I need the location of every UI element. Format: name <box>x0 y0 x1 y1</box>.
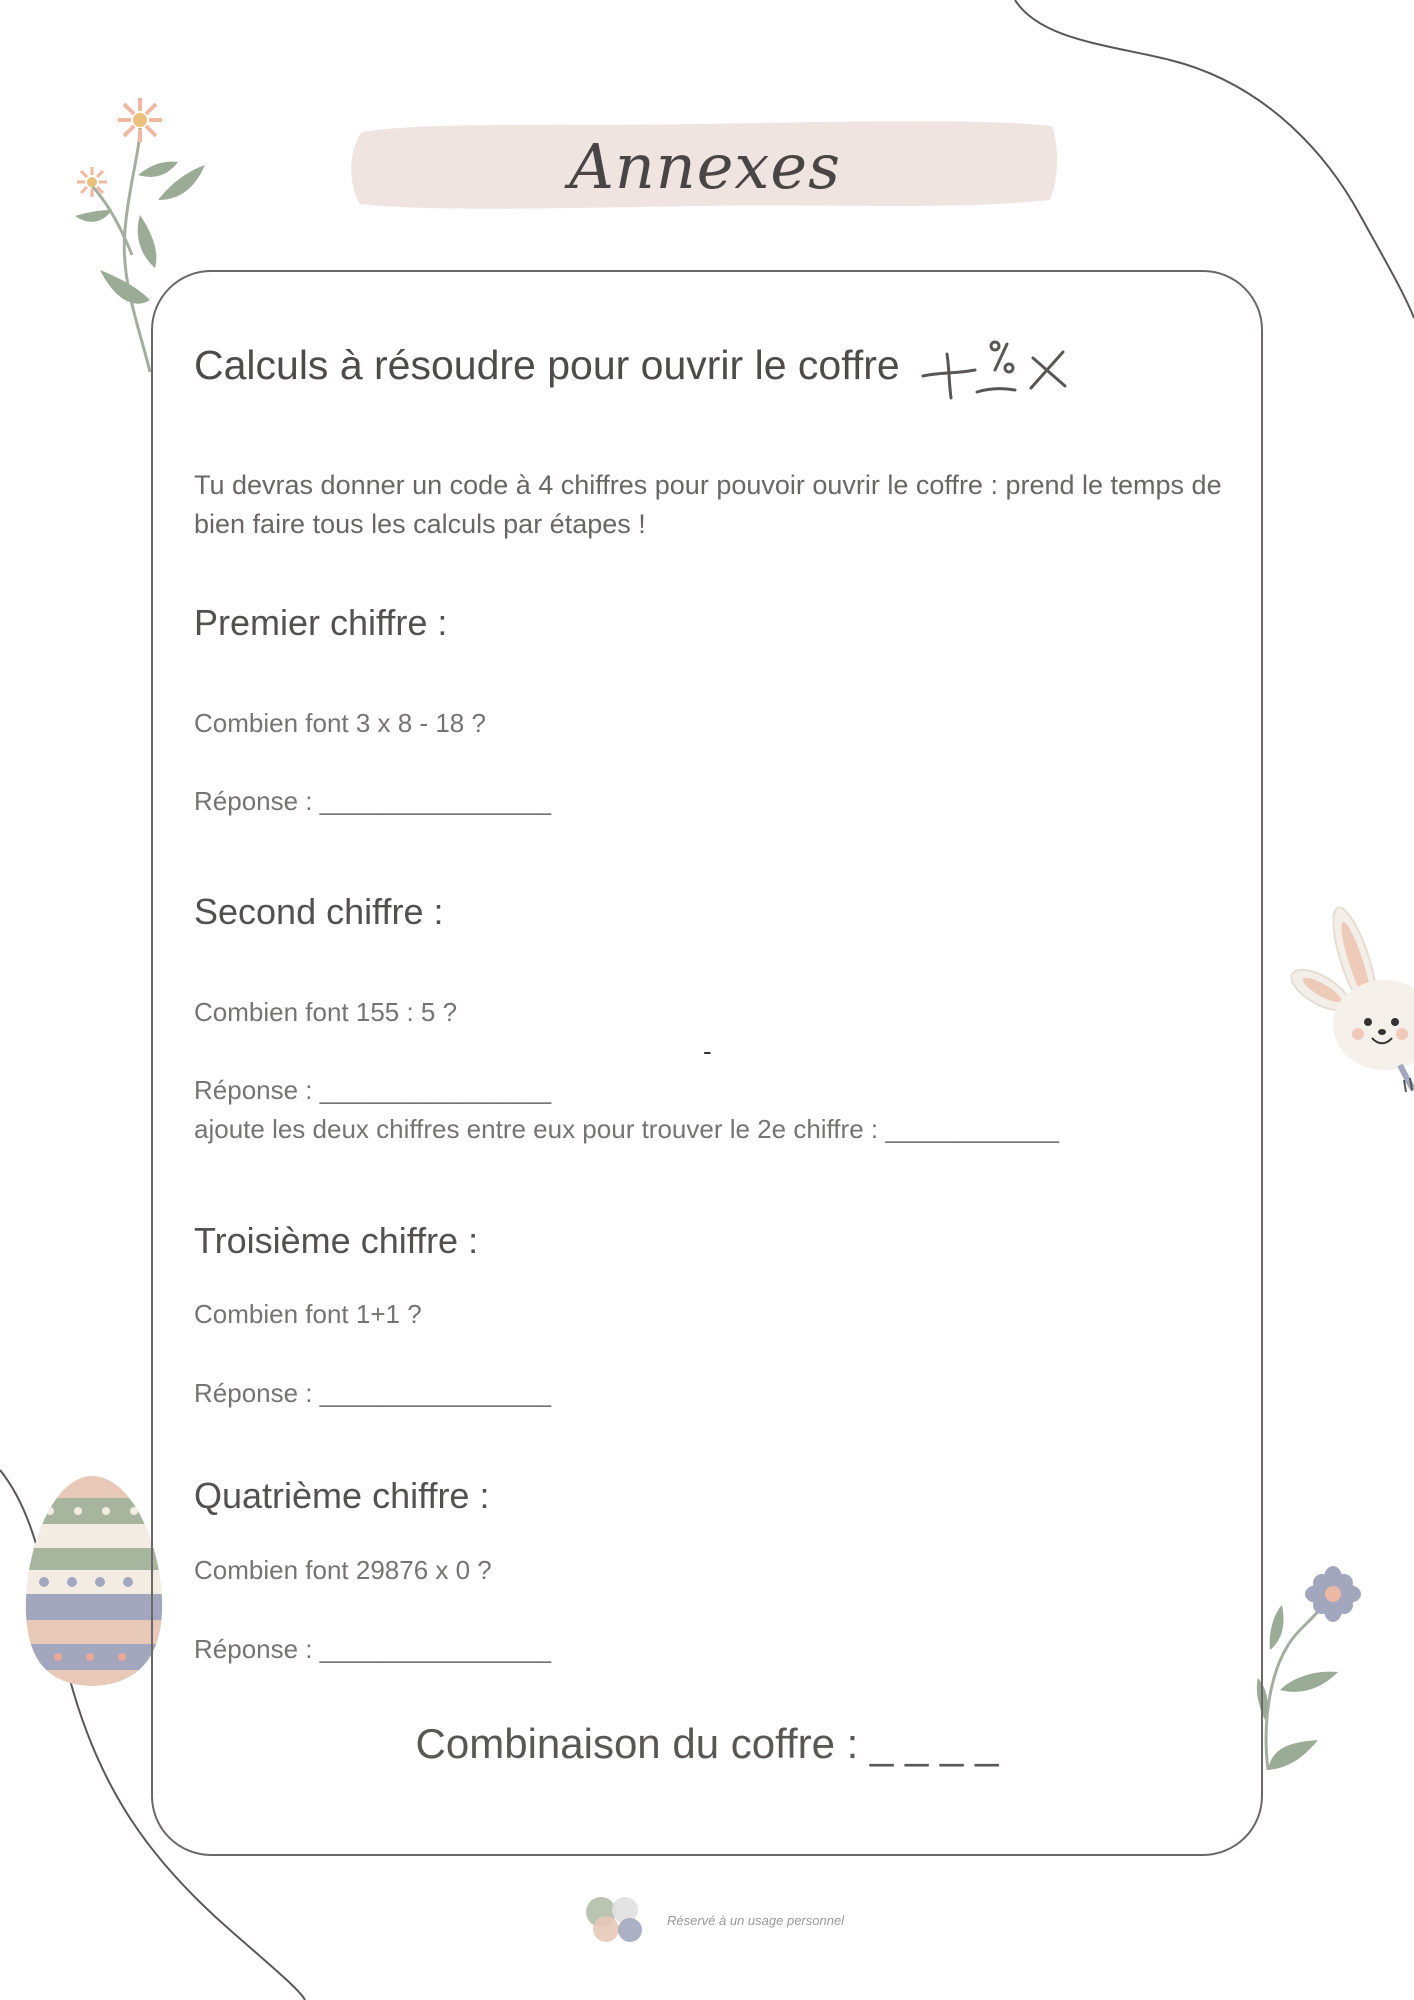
section-title-premier: Premier chiffre : <box>194 602 448 643</box>
card-heading: Calculs à résoudre pour ouvrir le coffre <box>194 342 900 388</box>
stray-mark: - <box>703 1036 712 1066</box>
question-second: Combien font 155 : 5 ? <box>194 997 458 1027</box>
question-quatrieme: Combien font 29876 x 0 ? <box>194 1555 492 1585</box>
question-premier: Combien font 3 x 8 - 18 ? <box>194 708 486 738</box>
combination-line[interactable]: Combinaison du coffre : _ _ _ _ <box>415 1720 999 1767</box>
question-troisieme: Combien font 1+1 ? <box>194 1299 422 1329</box>
easter-egg-icon <box>20 1470 170 1690</box>
section-title-quatrieme: Quatrième chiffre : <box>194 1475 490 1516</box>
answer-line-second[interactable]: Réponse : ________________ <box>194 1075 552 1105</box>
title-banner <box>350 118 1060 214</box>
intro-text: Tu devras donner un code à 4 chiffres pour pouvoir ouvrir le coffre : prend le temps de bien faire tous les calculs par étapes ! <box>194 470 1222 539</box>
answer-line-quatrieme[interactable]: Réponse : ________________ <box>194 1634 552 1664</box>
page-title: Annexes <box>569 129 841 203</box>
answer-line-troisieme[interactable]: Réponse : ________________ <box>194 1378 552 1408</box>
section-title-troisieme: Troisième chiffre : <box>194 1220 479 1261</box>
answer-line-premier[interactable]: Réponse : ________________ <box>194 786 552 816</box>
extra-instruction-second[interactable]: ajoute les deux chiffres entre eux pour trouver le 2e chiffre : ____________ <box>194 1114 1059 1144</box>
bunny-icon <box>1285 903 1414 1092</box>
brand-logo <box>582 1893 648 1945</box>
section-title-second: Second chiffre : <box>194 891 444 932</box>
usage-note: Réservé à un usage personnel <box>667 1913 845 1928</box>
math-operators-icon <box>915 328 1080 408</box>
